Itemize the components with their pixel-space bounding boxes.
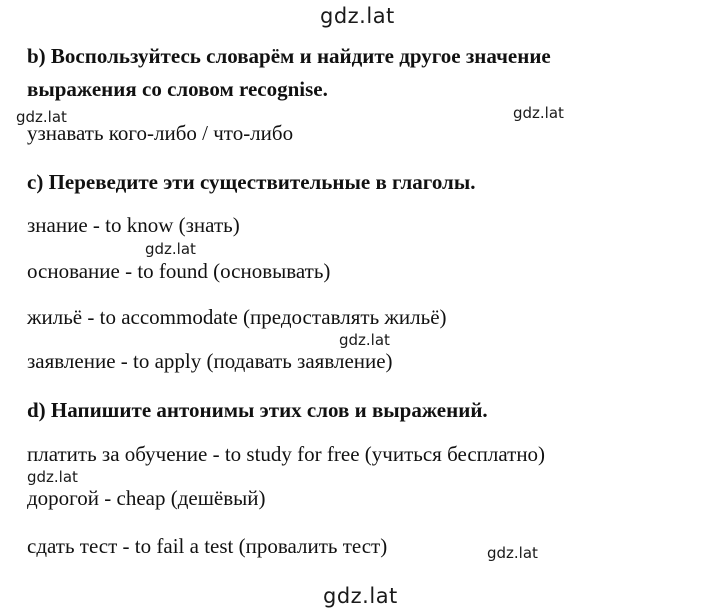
section-d-item: платить за обучение - to study for free (учиться бесплатно) [27,442,546,466]
watermark: gdz.lat [339,331,390,349]
section-d-item: сдать тест - to fail a test (провалить тест) [27,534,388,558]
section-c-item: знание - to know (знать) [27,213,240,237]
section-c-heading: c) Переведите эти существительные в глаголы. [27,170,476,194]
section-b-heading-line2: выражения со словом recognise. [27,77,328,101]
watermark: gdz.lat [27,468,78,486]
section-c-item: заявление - to apply (подавать заявление) [27,349,393,373]
watermark: gdz.lat [16,108,67,126]
section-c-item: жильё - to accommodate (предоставлять жильё) [27,305,447,329]
watermark: gdz.lat [513,104,564,122]
section-d-item: дорогой - cheap (дешёвый) [27,486,266,510]
watermark-bottom: gdz.lat [323,584,398,608]
watermark-top: gdz.lat [320,4,395,28]
section-c-item: основание - to found (основывать) [27,259,331,283]
watermark: gdz.lat [487,544,538,562]
section-b-answer: узнавать кого-либо / что-либо [27,121,294,145]
watermark: gdz.lat [145,240,196,258]
section-d-heading: d) Напишите антонимы этих слов и выражений. [27,398,488,422]
section-b-heading-line1: b) Воспользуйтесь словарём и найдите другое значение [27,44,551,68]
